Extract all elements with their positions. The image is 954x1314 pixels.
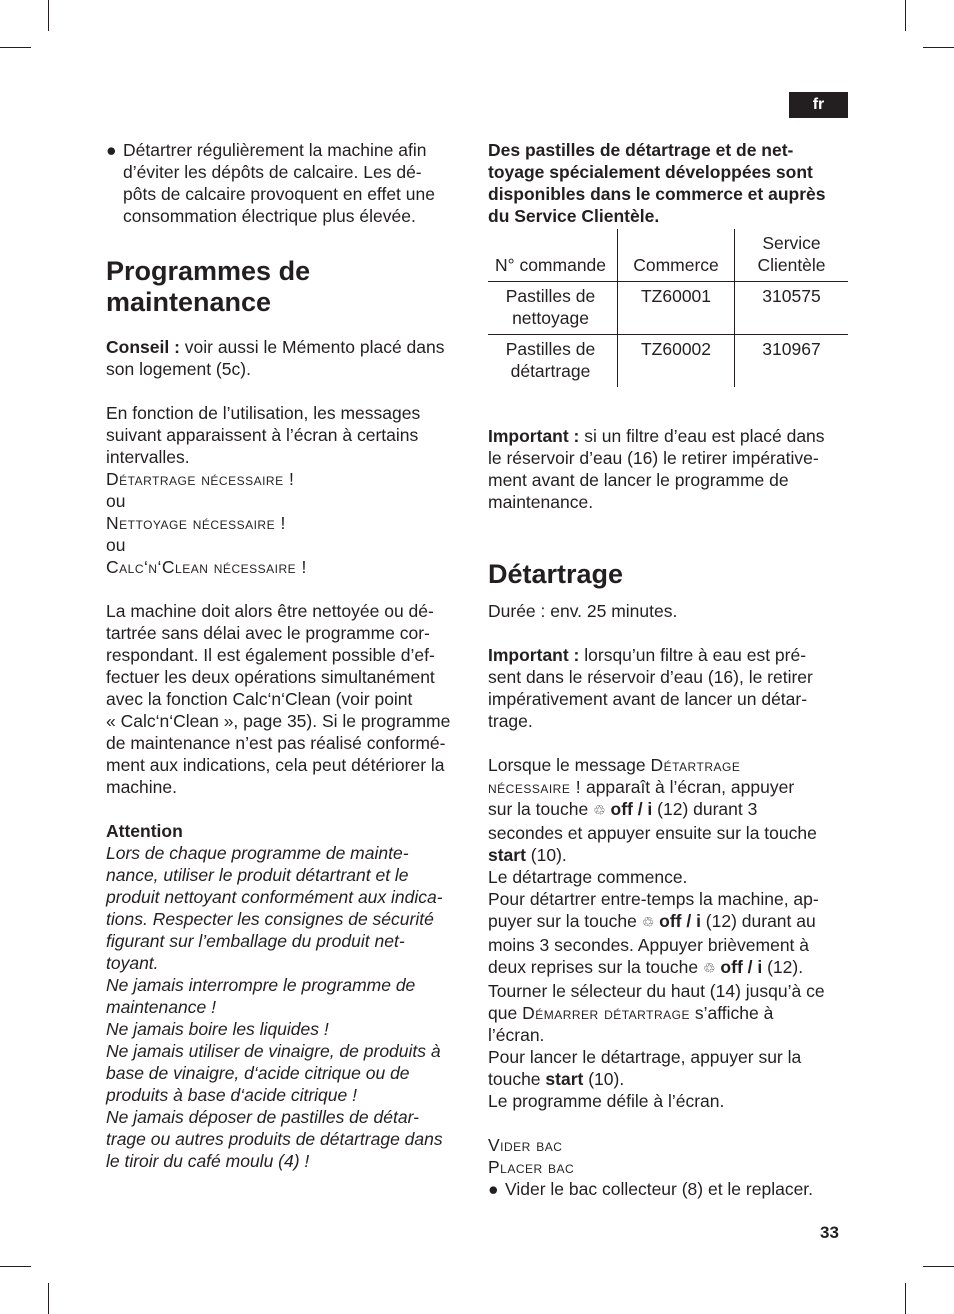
descale-key-icon: ♲ <box>593 803 606 819</box>
instruction-line <box>488 844 850 866</box>
key-name: off / i <box>610 799 653 819</box>
table-row <box>488 335 848 388</box>
important-filter <box>488 425 850 447</box>
display-message: Détartrage <box>650 755 741 775</box>
order-table <box>488 229 848 387</box>
important-line: maintenance. <box>488 492 594 512</box>
instruction-line <box>488 910 850 934</box>
text: Lorsque le message <box>488 755 651 775</box>
tablets-line: du Service Clientèle. <box>488 206 660 226</box>
table-cell: TZ60001 <box>618 282 735 335</box>
conseil <box>106 336 468 358</box>
table-header-row <box>488 229 848 282</box>
descale-key-icon: ♲ <box>641 915 655 931</box>
crop-mark <box>905 1283 906 1314</box>
descaling-heading: Détartrage <box>488 559 624 589</box>
text: que <box>488 1003 523 1023</box>
bullet-dot: ● <box>488 1179 499 1199</box>
para-line: fectuer les deux opérations simultanément <box>106 667 435 687</box>
attention-line: Ne jamais boire les liquides ! <box>106 1019 329 1039</box>
or-text: ou <box>106 535 126 555</box>
attention-line: base de vinaigre, d‘acide citrique ou de <box>106 1063 410 1083</box>
attention-line: trage ou autres produits de détartrage dans <box>106 1129 443 1149</box>
table-cell: 310575 <box>735 282 849 335</box>
text: (12) durant 3 <box>652 799 758 819</box>
conseil-text: voir aussi le Mémento placé dans <box>179 337 445 357</box>
attention-line: toyant. <box>106 953 159 973</box>
table-header: Service Clientèle <box>735 229 849 282</box>
key-name: start <box>545 1069 584 1089</box>
instruction-line: Le programme défile à l’écran. <box>488 1091 725 1111</box>
instruction-line <box>488 1002 850 1024</box>
instruction-line <box>488 1068 850 1090</box>
text: sur la touche <box>488 799 594 819</box>
conseil-line: son logement (5c). <box>106 359 251 379</box>
bullet-line: d’éviter les dépôts de calcaire. Les dé- <box>123 162 422 182</box>
table-header: N° commande <box>488 229 618 282</box>
instruction-line: secondes et appuyer ensuite sur la touche <box>488 823 817 843</box>
crop-mark <box>48 0 49 31</box>
crop-mark <box>48 1283 49 1314</box>
attention-title: Attention <box>106 821 183 841</box>
display-message: Vider bac <box>488 1135 563 1155</box>
table-row <box>488 282 848 335</box>
para-line: machine. <box>106 777 178 797</box>
instruction-line <box>488 754 850 776</box>
display-message: nécessaire ! <box>488 777 582 797</box>
text: touche <box>488 1069 546 1089</box>
key-name: start <box>488 845 526 865</box>
important-line: sent dans le réservoir d’eau (16), le retirer <box>488 667 813 687</box>
instruction-line: Tourner le sélecteur du haut (14) jusqu’à ce <box>488 981 825 1001</box>
attention-line: produit nettoyant conformément aux indica- <box>106 887 443 907</box>
intro-line: suivant apparaissent à l’écran à certains <box>106 425 419 445</box>
instruction-line: Pour lancer le détartrage, appuyer sur la <box>488 1047 802 1067</box>
para-line: « Calc‘n‘Clean », page 35). Si le programme <box>106 711 451 731</box>
important-text: lorsqu’un filtre à eau est pré- <box>579 645 807 665</box>
bullet-dot: ● <box>106 140 117 160</box>
para-line: tartrée sans délai avec le programme cor- <box>106 623 430 643</box>
display-message: Placer bac <box>488 1157 575 1177</box>
text: deux reprises sur la touche <box>488 957 703 977</box>
table-cell: 310967 <box>762 339 821 359</box>
conseil-label: Conseil : <box>106 337 180 357</box>
instruction-line: Le détartrage commence. <box>488 867 688 887</box>
section-heading <box>106 256 468 318</box>
table-cell: Pastilles de nettoyage <box>488 282 618 335</box>
intro-line: En fonction de l’utilisation, les messages <box>106 403 421 423</box>
display-message: Calc‘n‘Clean nécessaire ! <box>106 557 307 577</box>
important-label: Important : <box>488 426 580 446</box>
display-message: Détartrage nécessaire ! <box>106 469 295 489</box>
tablets-line: disponibles dans le commerce et auprès <box>488 184 826 204</box>
tablets-line: Des pastilles de détartrage et de net- <box>488 140 794 160</box>
page-number: 33 <box>820 1223 839 1242</box>
attention-line: maintenance ! <box>106 997 216 1017</box>
attention-line: Ne jamais utiliser de vinaigre, de produits à <box>106 1041 441 1061</box>
attention-line: figurant sur l’emballage du produit net- <box>106 931 405 951</box>
key-name: off / i <box>659 911 701 931</box>
attention-line: le tiroir du café moulu (4) ! <box>106 1151 310 1171</box>
display-message: Nettoyage nécessaire ! <box>106 513 286 533</box>
tablets-note <box>488 139 850 227</box>
important-descale <box>488 644 850 666</box>
intro-line: intervalles. <box>106 447 190 467</box>
instruction-line: Pour détartrer entre-temps la machine, ap- <box>488 889 819 909</box>
bullet-descale <box>106 139 468 227</box>
bullet-line: pôts de calcaire provoquent en effet une <box>123 184 435 204</box>
attention-line: Ne jamais déposer de pastilles de détar- <box>106 1107 419 1127</box>
left-column <box>106 139 468 1172</box>
attention-line: Ne jamais interrompre le programme de <box>106 975 416 995</box>
para-line: La machine doit alors être nettoyée ou dé- <box>106 601 434 621</box>
bullet-text: Vider le bac collecteur (8) et le replacer. <box>505 1179 814 1199</box>
text: (12). <box>762 957 804 977</box>
crop-mark <box>0 1266 31 1267</box>
instruction-line <box>488 956 850 980</box>
table-header: Commerce <box>618 229 735 282</box>
para-line: de maintenance n’est pas réalisé conformé- <box>106 733 446 753</box>
right-column <box>488 139 850 1200</box>
bullet-line: Détartrer régulièrement la machine afin <box>123 140 427 160</box>
bullet-empty-tray <box>488 1178 850 1200</box>
or-text: ou <box>106 491 126 511</box>
text: (10). <box>583 1069 625 1089</box>
text: (10). <box>525 845 567 865</box>
duration: Durée : env. 25 minutes. <box>488 601 678 621</box>
crop-mark <box>923 47 954 48</box>
attention-line: Lors de chaque programme de mainte- <box>106 843 409 863</box>
important-label: Important : <box>488 645 580 665</box>
language-tab: fr <box>789 92 848 118</box>
crop-mark <box>923 1266 954 1267</box>
instruction-line: moins 3 secondes. Appuyer brièvement à <box>488 935 810 955</box>
instruction-line <box>488 776 850 798</box>
important-text: si un filtre d’eau est placé dans <box>579 426 825 446</box>
table-cell: TZ60002 <box>618 335 735 388</box>
para-line: respondant. Il est également possible d’ef- <box>106 645 435 665</box>
text: (12) durant au <box>700 911 816 931</box>
attention-line: nance, utiliser le produit détartrant et le <box>106 865 409 885</box>
instruction-line <box>488 798 850 822</box>
instruction-line: l’écran. <box>488 1025 545 1045</box>
para-line: avec la fonction Calc‘n‘Clean (voir point <box>106 689 413 709</box>
important-line: ment avant de lancer le programme de <box>488 470 789 490</box>
descale-key-icon: ♲ <box>702 961 716 977</box>
crop-mark <box>905 0 906 31</box>
heading-line: maintenance <box>106 287 272 317</box>
para-line: ment aux indications, cela peut détériorer la <box>106 755 445 775</box>
crop-mark <box>0 47 31 48</box>
tablets-line: toyage spécialement développées sont <box>488 162 813 182</box>
text: s’affiche à <box>689 1003 774 1023</box>
attention-line: produits à base d‘acide citrique ! <box>106 1085 357 1105</box>
text: apparaît à l’écran, appuyer <box>581 777 795 797</box>
text: puyer sur la touche <box>488 911 642 931</box>
important-line: le réservoir d’eau (16) le retirer impérative- <box>488 448 819 468</box>
attention-text <box>106 842 468 1172</box>
table-cell: Pastilles de détartrage <box>505 339 596 381</box>
attention-line: tions. Respecter les consignes de sécurité <box>106 909 434 929</box>
key-name: off / i <box>720 957 763 977</box>
bullet-line: consommation électrique plus élevée. <box>123 206 416 226</box>
important-line: trage. <box>488 711 533 731</box>
important-line: impérativement avant de lancer un détar- <box>488 689 808 709</box>
attention-label <box>106 820 468 842</box>
display-message: Démarrer détartrage <box>522 1003 690 1023</box>
heading-line: Programmes de <box>106 256 311 286</box>
